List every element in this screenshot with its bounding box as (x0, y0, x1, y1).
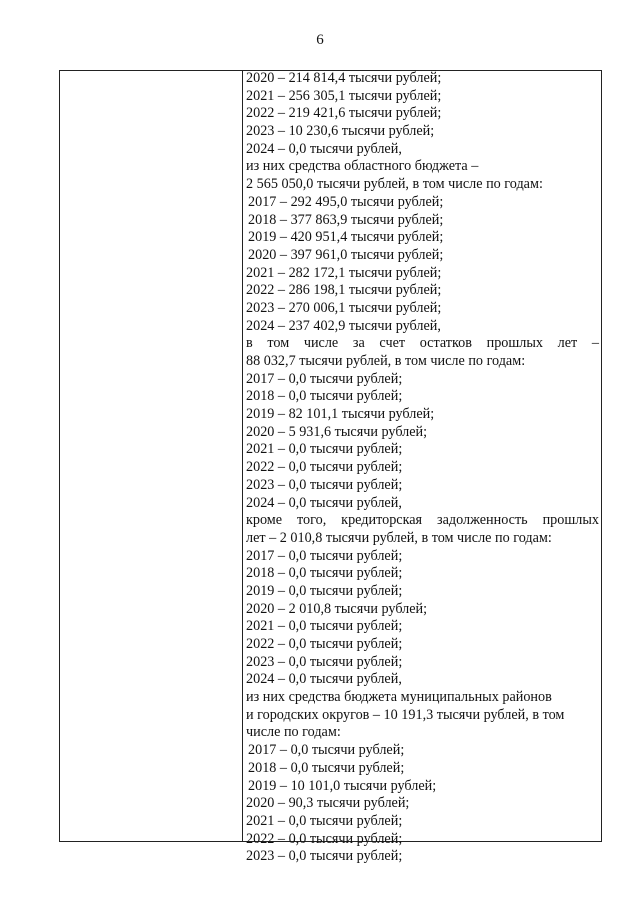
text-line: 2019 – 0,0 тысячи рублей; (246, 582, 403, 599)
text-line: 2019 – 82 101,1 тысячи рублей; (246, 406, 435, 423)
text-line: 2019 – 10 101,0 тысячи рублей; (248, 777, 437, 794)
text-line: 2 565 050,0 тысячи рублей, в том числе по годам: (246, 176, 543, 193)
text-line: 2024 – 0,0 тысячи рублей, (246, 140, 402, 157)
text-line: 2017 – 292 495,0 тысячи рублей; (248, 193, 444, 210)
text-line: 2018 – 0,0 тысячи рублей; (246, 388, 403, 405)
text-line: 2020 – 90,3 тысячи рублей; (246, 795, 410, 812)
funding-text-cell (246, 70, 599, 866)
text-line: числе по годам: (246, 724, 341, 741)
page-number: 6 (316, 32, 324, 48)
text-line: 2018 – 0,0 тысячи рублей; (248, 759, 405, 776)
text-line: 2024 – 0,0 тысячи рублей, (246, 494, 402, 511)
text-line: 2021 – 256 305,1 тысячи рублей; (246, 87, 442, 104)
text-line: в том числе за счет остатков прошлых лет – (246, 335, 599, 352)
text-line: 2021 – 0,0 тысячи рублей; (246, 812, 403, 829)
text-line: 2021 – 0,0 тысячи рублей; (246, 618, 403, 635)
text-line: лет – 2 010,8 тысячи рублей, в том числе по годам: (246, 529, 552, 546)
text-line: 2022 – 0,0 тысячи рублей; (246, 459, 403, 476)
text-line: 2020 – 5 931,6 тысячи рублей; (246, 423, 428, 440)
text-line: 2017 – 0,0 тысячи рублей; (248, 742, 405, 759)
text-line: 2021 – 0,0 тысячи рублей; (246, 441, 403, 458)
text-line: кроме того, кредиторская задолженность прошлых (246, 512, 599, 529)
text-line: 2017 – 0,0 тысячи рублей; (246, 547, 403, 564)
text-line: 2020 – 397 961,0 тысячи рублей; (248, 246, 444, 263)
text-line: 2021 – 282 172,1 тысячи рублей; (246, 264, 442, 281)
text-line: 2023 – 10 230,6 тысячи рублей; (246, 123, 435, 140)
text-line: из них средства бюджета муниципальных районов (246, 689, 552, 706)
text-line: 2020 – 214 814,4 тысячи рублей; (246, 70, 442, 86)
text-line: 2020 – 2 010,8 тысячи рублей; (246, 600, 428, 617)
column-divider (242, 71, 243, 841)
text-line: 2024 – 0,0 тысячи рублей, (246, 671, 402, 688)
text-line: 2023 – 270 006,1 тысячи рублей; (246, 299, 442, 316)
text-line: 2023 – 0,0 тысячи рублей; (246, 653, 403, 670)
text-line: 2022 – 0,0 тысячи рублей; (246, 636, 403, 652)
text-line: 2022 – 0,0 тысячи рублей; (246, 830, 403, 847)
text-line: 2018 – 377 863,9 тысячи рублей; (248, 211, 444, 228)
text-line: 2018 – 0,0 тысячи рублей; (246, 565, 403, 582)
budget-table (59, 70, 602, 865)
text-line: 2022 – 286 198,1 тысячи рублей; (246, 282, 442, 299)
text-line: 2017 – 0,0 тысячи рублей; (246, 370, 403, 387)
text-line: 2023 – 0,0 тысячи рублей; (246, 848, 403, 865)
text-line: 2022 – 219 421,6 тысячи рублей; (246, 105, 442, 122)
text-line: и городских округов – 10 191,3 тысячи рублей, в том (246, 706, 565, 723)
text-line: 88 032,7 тысячи рублей, в том числе по годам: (246, 353, 526, 369)
text-line: 2024 – 237 402,9 тысячи рублей, (246, 317, 441, 334)
text-line: из них средства областного бюджета – (246, 158, 479, 175)
text-line: 2019 – 420 951,4 тысячи рублей; (248, 229, 444, 246)
text-line: 2023 – 0,0 тысячи рублей; (246, 476, 403, 493)
